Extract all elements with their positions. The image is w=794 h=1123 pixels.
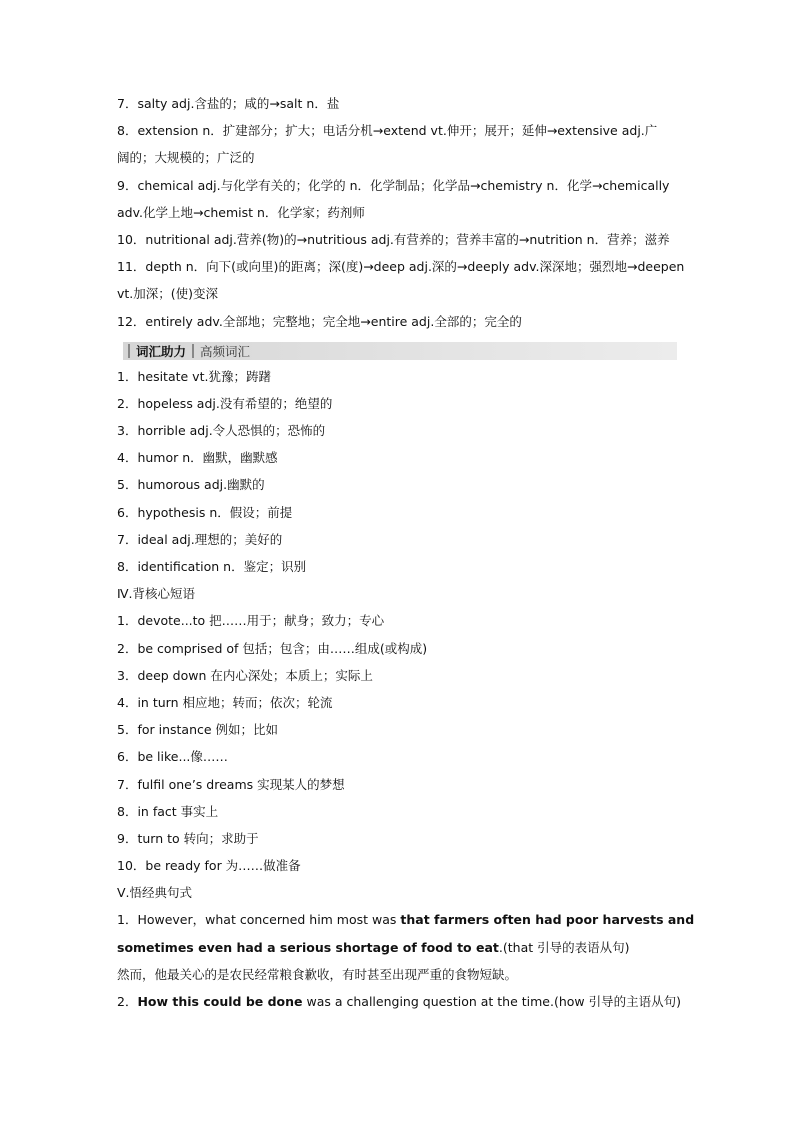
phrase-item: 1．devote...to 把……用于；献身；致力；专心 bbox=[117, 613, 385, 629]
high-freq-item: 3．horrible adj.令人恐惧的；恐怖的 bbox=[117, 423, 326, 439]
sentence-1-bold-a: that farmers often had poor harvests and bbox=[400, 912, 695, 928]
phrase-item: 3．deep down 在内心深处；本质上；实际上 bbox=[117, 667, 373, 683]
high-freq-item: 1．hesitate vt.犹豫；踌躇 bbox=[117, 368, 271, 384]
banner-left-bar bbox=[128, 344, 130, 358]
high-freq-item: 6．hypothesis n．假设；前提 bbox=[117, 504, 293, 520]
vocab-item-9-line1: 9．chemical adj.与化学有关的；化学的 n．化学制品；化学品→chemistry n．化学→chemically bbox=[117, 177, 670, 193]
sentence-2 bbox=[117, 991, 681, 1018]
high-freq-item: 5．humorous adj.幽默的 bbox=[117, 477, 265, 493]
sentence-1-translation: 然而，他最关心的是农民经常粮食歉收，有时甚至出现严重的食物短缺。 bbox=[117, 966, 518, 982]
vocab-item-7: 7．salty adj.含盐的；咸的→salt n．盐 bbox=[117, 96, 340, 111]
high-freq-item: 2．hopeless adj.没有希望的；绝望的 bbox=[117, 395, 333, 411]
banner-title: 词汇助力 bbox=[136, 343, 187, 359]
sentence-2-prefix: 2． bbox=[117, 994, 138, 1009]
banner-subtitle: 高频词汇 bbox=[200, 343, 251, 359]
vocab-item-11-line1: 11．depth n．向下(或向里)的距离；深(度)→deep adj.深的→deeply adv.深深地；强烈地→deepen bbox=[117, 259, 685, 275]
phrase-item: 8．in fact 事实上 bbox=[117, 803, 219, 819]
sentence-1-prefix: 1．However，what concerned him most was bbox=[117, 912, 401, 928]
phrase-item: 7．fulfil one’s dreams 实现某人的梦想 bbox=[117, 776, 345, 792]
sentence-1-bold-b: sometimes even had a serious shortage of food to eat bbox=[117, 939, 499, 955]
sentence-2-suffix: was a challenging question at the time.(how 引导的主语从句) bbox=[302, 994, 681, 1009]
sentence-1-line2 bbox=[117, 937, 677, 964]
sentence-1-line1 bbox=[117, 909, 695, 936]
section-banner bbox=[123, 342, 677, 360]
phrase-item: 10．be ready for 为……做准备 bbox=[117, 858, 301, 874]
phrase-item: 4．in turn 相应地；转而；依次；轮流 bbox=[117, 694, 333, 710]
sentence-1-suffix: .(that 引导的表语从句) bbox=[498, 939, 630, 955]
phrase-item: 6．be like...像…… bbox=[117, 749, 228, 765]
vocab-item-10: 10．nutritional adj.营养(物)的→nutritious adj.有营养的；营养丰富的→nutrition n．营养；滋养 bbox=[117, 231, 670, 247]
vocab-item-9-line2: adv.化学上地→chemist n．化学家；药剂师 bbox=[117, 204, 365, 220]
high-freq-item: 4．humor n．幽默，幽默感 bbox=[117, 450, 278, 466]
high-freq-item: 8．identification n．鉴定；识别 bbox=[117, 559, 307, 574]
phrase-item: 2．be comprised of 包括；包含；由……组成(或构成) bbox=[117, 640, 428, 656]
section-5-title: Ⅴ.悟经典句式 bbox=[117, 885, 193, 901]
vocab-item-8-line1: 8．extension n．扩建部分；扩大；电话分机→extend vt.伸开；展开；延伸→extensive adj.广 bbox=[117, 123, 658, 139]
banner-separator bbox=[192, 344, 194, 358]
phrase-item: 5．for instance 例如；比如 bbox=[117, 722, 279, 738]
phrase-item: 9．turn to 转向；求助于 bbox=[117, 830, 259, 846]
vocab-item-12: 12．entirely adv.全部地；完整地；完全地→entire adj.全部的；完全的 bbox=[117, 313, 522, 329]
content-area bbox=[117, 93, 695, 1018]
section-4-title: Ⅳ.背核心短语 bbox=[117, 586, 196, 602]
high-freq-item: 7．ideal adj.理想的；美好的 bbox=[117, 531, 283, 547]
sentence-2-bold: How this could be done bbox=[137, 994, 303, 1009]
vocab-item-8-line2: 阔的；大规模的；广泛的 bbox=[117, 150, 255, 166]
vocab-item-11-line2: vt.加深；(使)变深 bbox=[117, 286, 219, 302]
